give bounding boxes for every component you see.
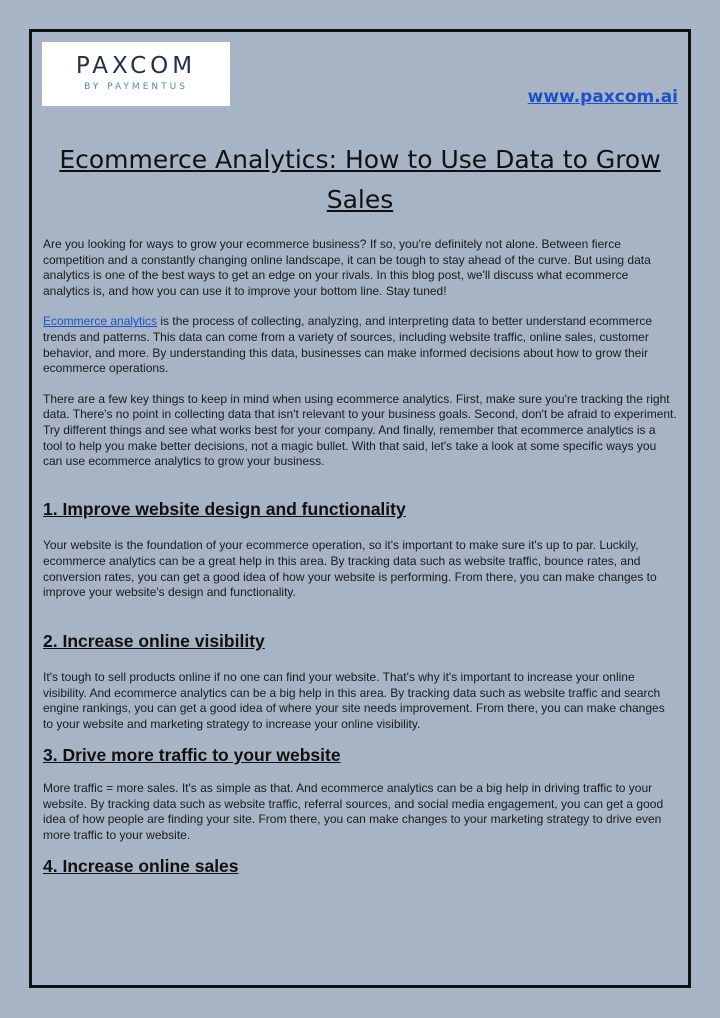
definition-paragraph (43, 314, 677, 376)
section-paragraph: Your website is the foundation of your ecommerce operation, so it's important to make sure it's up to par. Luckily, ecommerce analytics can be a great help in this area. By tracking data such as website traffic, bounce rates, and conversion rates, you can get a good idea of how your website is performing. From there, you can make changes to improve your website's design and functionality. (43, 538, 657, 600)
paxcom-logo (42, 42, 230, 106)
section-heading: 3. Drive more traffic to your website (43, 744, 341, 765)
article-title: Ecommerce Analytics: How to Use Data to Grow Sales (59, 145, 661, 214)
definition-text: is the process of collecting, analyzing, and interpreting data to better understand ecommerce trends and patterns. This data can come from a variety of sources, including website traffic, online sales, customer behavior, and more. By understanding this data, businesses can make informed decisions about how to grow their ecommerce operations. (43, 314, 652, 376)
tips-paragraph: There are a few key things to keep in mind when using ecommerce analytics. First, make sure you're tracking the right data. There's no point in collecting data that isn't relevant to your business goals. Second, don't be afraid to experiment. Try different things and see what works best for your company. And finally, remember that ecommerce analytics is a tool to help you make better decisions, not a magic bullet. With that said, let's take a look at some specific ways you can use ecommerce analytics to grow your business. (43, 391, 677, 469)
section-paragraph: It's tough to sell products online if no one can find your website. That's why it's important to increase your online visibility. And ecommerce analytics can be a big help in this area. By tracking data such as website traffic and search engine rankings, you can get a good idea of where your site needs improvement. From there, you can make changes to your website and marketing strategy to increase your online visibility. (43, 670, 665, 732)
ecommerce-analytics-link[interactable]: Ecommerce analytics (43, 314, 158, 329)
website-link[interactable]: www.paxcom.ai (527, 87, 678, 107)
section-paragraph: More traffic = more sales. It's as simple as that. And ecommerce analytics can be a big help in driving traffic to your website. By tracking data such as website traffic, referral sources, and social media engagement, you can get a good idea of how people are finding your site. From there, you can make changes to your marketing strategy to drive even more traffic to your website. (43, 781, 664, 843)
article-body (43, 237, 677, 874)
logo-wordmark: PAXCOM (75, 53, 197, 79)
section-heading: 4. Increase online sales (43, 855, 239, 876)
intro-paragraph: Are you looking for ways to grow your ecommerce business? If so, you're definitely not alone. Between fierce competition and a constantly changing online landscape, it can be tough to stay ahead of the curve. But using data analytics is one of the best ways to get an edge on your rivals. In this blog post, we'll discuss what ecommerce analytics is, and how you can use it to improve your bottom line. Stay tuned! (43, 237, 651, 298)
logo-tagline: BY PAYMENTUS (84, 82, 188, 92)
section-heading: 2. Increase online visibility (43, 630, 265, 651)
section-heading: 1. Improve website design and functionality (43, 498, 406, 519)
document-page (29, 29, 691, 988)
